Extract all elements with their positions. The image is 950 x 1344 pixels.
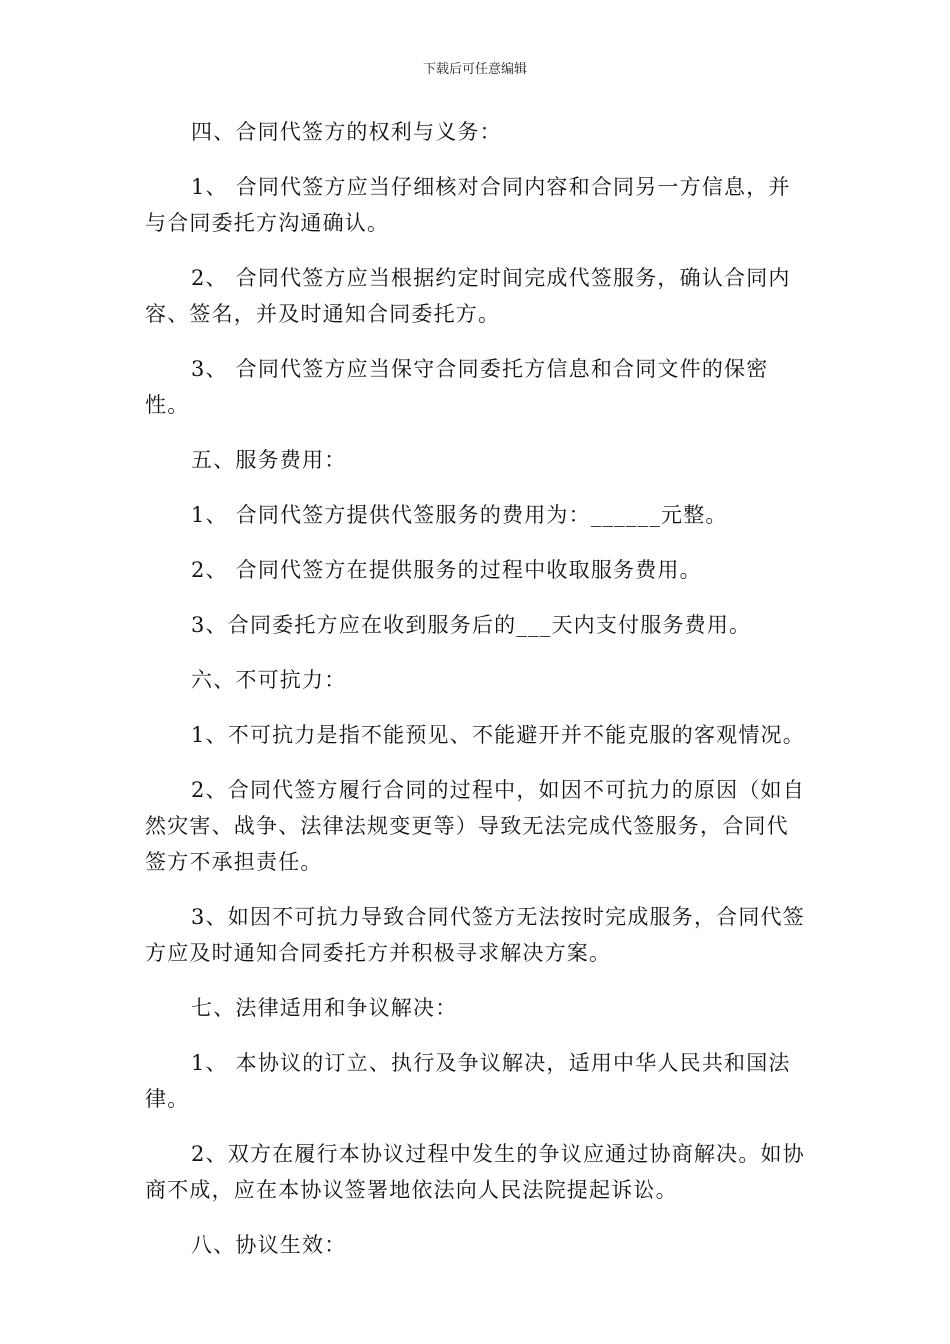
- document-body: [145, 114, 810, 1282]
- paragraph: 2、 合同代签方在提供服务的过程中收取服务费用。: [191, 558, 702, 582]
- page-header: 下载后可任意编辑: [422, 62, 527, 77]
- paragraph: 1、 合同代签方提供代签服务的费用为：______元整。: [191, 503, 728, 527]
- paragraph: 3、 合同代签方应当保守合同委托方信息和合同文件的保密性。: [145, 357, 769, 417]
- paragraph: 1、 本协议的订立、执行及争议解决，适用中华人民共和国法律。: [145, 1051, 791, 1111]
- paragraph: 1、 合同代签方应当仔细核对合同内容和合同另一方信息，并与合同委托方沟通确认。: [145, 175, 791, 235]
- paragraph: 2、合同代签方履行合同的过程中，如因不可抗力的原因（如自然灾害、战争、法律法规变更等）导致无法完成代签服务，合同代签方不承担责任。: [145, 778, 805, 874]
- paragraph: 2、双方在履行本协议过程中发生的争议应通过协商解决。如协商不成，应在本协议签署地依法向人民法院提起诉讼。: [145, 1142, 805, 1202]
- section-heading-effectiveness: 八、协议生效：: [191, 1233, 347, 1257]
- section-heading-service-fees: 五、服务费用：: [191, 448, 347, 472]
- paragraph: 1、不可抗力是指不能预见、不能避开并不能克服的客观情况。: [191, 723, 805, 747]
- section-heading-rights-obligations: 四、合同代签方的权利与义务：: [191, 120, 502, 144]
- section-heading-force-majeure: 六、不可抗力：: [191, 668, 347, 692]
- paragraph: 3、如因不可抗力导致合同代签方无法按时完成服务，合同代签方应及时通知合同委托方并积极寻求解决方案。: [145, 905, 805, 965]
- paragraph: 2、 合同代签方应当根据约定时间完成代签服务，确认合同内容、签名，并及时通知合同委托方。: [145, 266, 791, 326]
- section-heading-law-disputes: 七、法律适用和争议解决：: [191, 996, 458, 1020]
- paragraph: 3、合同委托方应在收到服务后的___天内支付服务费用。: [191, 613, 752, 637]
